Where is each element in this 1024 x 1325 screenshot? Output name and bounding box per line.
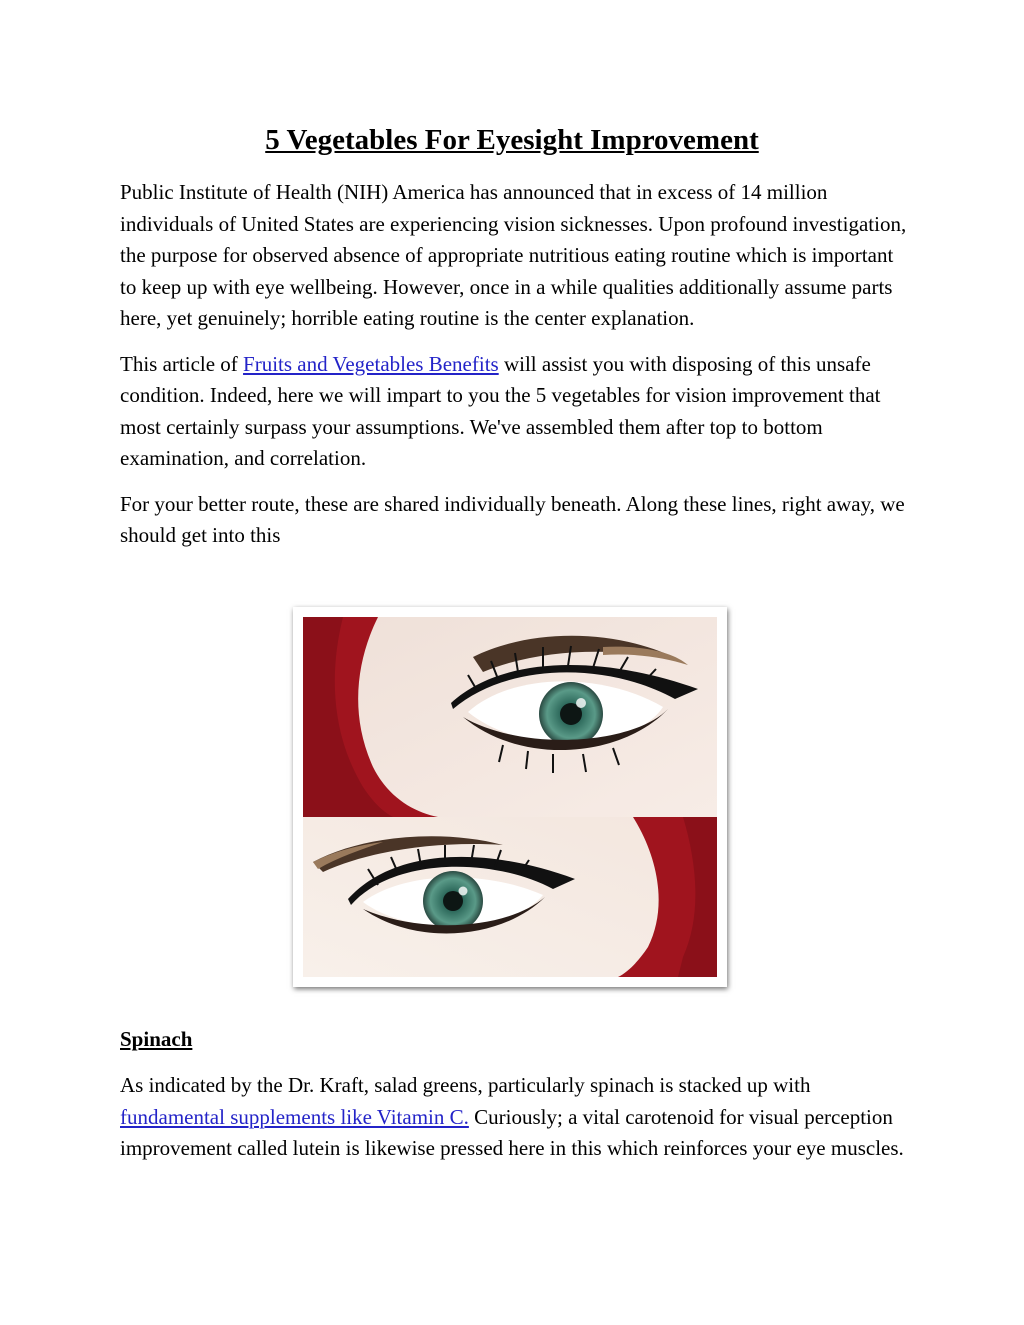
top-eye-image [303, 617, 717, 817]
article-body [120, 177, 910, 552]
eyes-photo-frame [293, 607, 727, 987]
article-text-after-link: will assist you with disposing of this unsafe condition. Indeed, here we will impart to you the 5 vegetables for vision improvement that most certainly surpass your assumptions. We've assembled them after top to bottom examination, and correlation. [120, 351, 881, 470]
spinach-text-before-link: As indicated by the Dr. Kraft, salad greens, particularly spinach is stacked up with [120, 1073, 811, 1097]
spinach-text-after-link: Curiously; a vital carotenoid for visual perception improvement called lutein is likewise pressed here in this which reinforces your eye muscles. [120, 1104, 904, 1160]
eyes-photo [303, 617, 717, 977]
bottom-eye-image [303, 817, 717, 977]
section-heading-spinach: Spinach [120, 1027, 193, 1051]
page-title: 5 Vegetables For Eyesight Improvement [265, 124, 759, 156]
article-text-before-link: This article of [120, 351, 244, 376]
spinach-paragraph [120, 1070, 910, 1165]
intro-paragraph: Public Institute of Health (NIH) America has announced that in excess of 14 million individuals of United States are experiencing vision sicknesses. Upon profound investigation, the purpose for observed absence of appropriate nutritious eating routine which is important to keep up with eye wellbeing. However, once in a while qualities additionally assume parts here, yet genuinely; horrible eating routine is the center explanation. [120, 180, 907, 330]
article-paragraph [120, 349, 910, 475]
vitamin-c-supplements-link[interactable]: fundamental supplements like Vitamin C. [120, 1104, 469, 1129]
route-paragraph: For your better route, these are shared individually beneath. Along these lines, right away, we should get into this [120, 491, 905, 547]
fruits-vegetables-benefits-link[interactable]: Fruits and Vegetables Benefits [243, 351, 499, 376]
